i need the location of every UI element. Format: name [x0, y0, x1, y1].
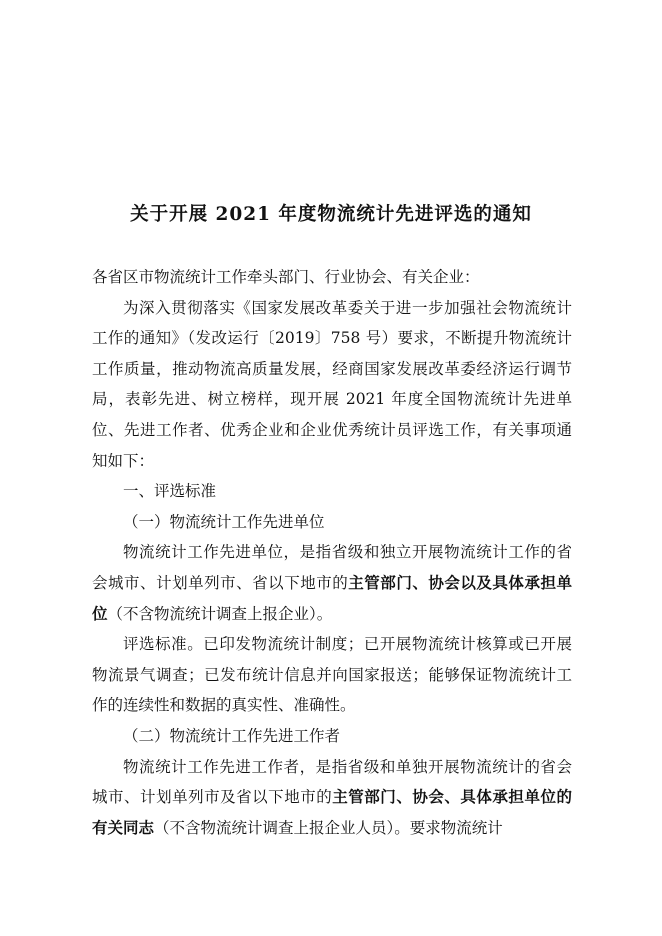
- definition-note: （不含物流统计调查上报企业）。: [107, 604, 333, 623]
- paragraph-advanced-unit-definition: [92, 537, 572, 629]
- definition-emphasis: 主管部门、协会以及具体承担单位: [92, 572, 572, 623]
- definition-text: 物流统计工作先进工作者，是指省级和单独开展物流统计的省会城市、计划单列市及省以下地市的: [92, 757, 572, 807]
- document-body: [92, 262, 572, 843]
- definition-emphasis: 主管部门、协会、具体承担单位的有关同志: [92, 787, 572, 837]
- definition-text: 物流统计工作先进单位，是指省级和独立开展物流统计工作的省会城市、计划单列市、省以下地市的: [92, 543, 572, 592]
- salutation: 各省区市物流统计工作牵头部门、行业协会、有关企业：: [92, 268, 480, 286]
- paragraph-advanced-worker-definition: [92, 752, 572, 844]
- paragraph-intro: 为深入贯彻落实《国家发展改革委关于进一步加强社会物流统计工作的通知》（发改运行〔2019〕758 号）要求，不断提升物流统计工作质量，推动物流高质量发展，经商国家发展改革委经济运行调节局，表彰先进、树立榜样，现开展 2021 年度全国物流统计先进单位、先进工作者、优秀企业和企业优秀统计员评选工作，有关事项通知如下：: [92, 298, 572, 470]
- paragraph-advanced-unit-criteria: 评选标准。已印发物流统计制度；已开展物流统计核算或已开展物流景气调查；已发布统计信息并向国家报送；能够保证物流统计工作的连续性和数据的真实性、准确性。: [92, 635, 572, 715]
- section-heading-criteria: 一、评选标准: [123, 482, 217, 501]
- subsection-heading-advanced-worker: （二）物流统计工作先进工作者: [123, 726, 341, 745]
- subsection-heading-advanced-unit: （一）物流统计工作先进单位: [123, 512, 325, 531]
- document-title: 关于开展 2021 年度物流统计先进评选的通知: [130, 204, 532, 225]
- definition-note: （不含物流统计调查上报企业人员）。要求物流统计: [154, 818, 503, 837]
